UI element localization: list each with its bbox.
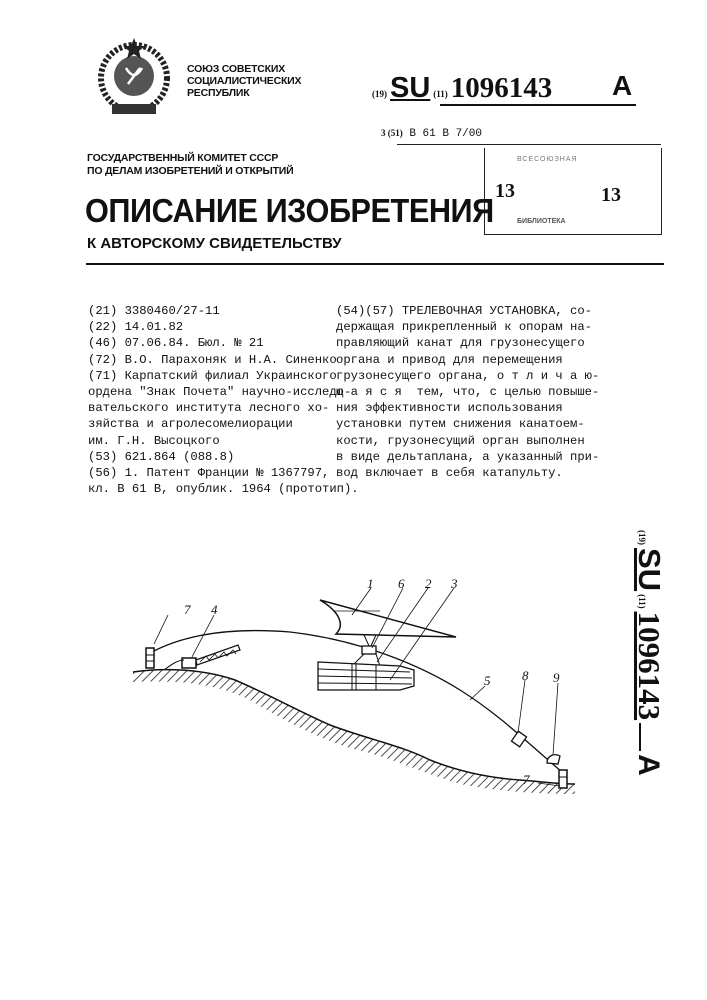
union-line: РЕСПУБЛИК <box>187 87 301 99</box>
text-line: (54)(57) ТРЕЛЕВОЧНАЯ УСТАНОВКА, со- <box>336 303 599 319</box>
text-line: (56) 1. Патент Франции № 1367797, <box>88 465 359 481</box>
text-line: (72) В.О. Парахоняк и Н.А. Синенко <box>88 352 359 368</box>
winch-9 <box>547 755 560 764</box>
figure-label-6: 6 <box>398 576 405 592</box>
text-line: в виде дельтаплана, а указанный при- <box>336 449 599 465</box>
figure-label-5: 5 <box>484 673 491 689</box>
committee-line: ПО ДЕЛАМ ИЗОБРЕТЕНИЙ И ОТКРЫТИЙ <box>87 165 294 178</box>
figure-label-7: 7 <box>184 602 191 618</box>
block-8 <box>511 731 526 747</box>
support-right <box>559 770 567 788</box>
text-line: кости, грузонесущий орган выполнен <box>336 433 599 449</box>
text-line: ния эффективности использования <box>336 400 599 416</box>
document-title: ОПИСАНИЕ ИЗОБРЕТЕНИЯ <box>85 192 494 230</box>
text-line: грузонесущего органа, о т л и ч а ю- <box>336 368 599 384</box>
ipc-code: В 61 В 7/00 <box>409 128 482 140</box>
text-line: (46) 07.06.84. Бюл. № 21 <box>88 335 359 351</box>
support-left <box>146 648 154 668</box>
text-line: ордена "Знак Почета" научно-исследо- <box>88 384 359 400</box>
ipc-prefix: 3 (51) <box>381 128 403 138</box>
text-line: (71) Карпатский филиал Украинского <box>88 368 359 384</box>
stamp-left: 13 <box>495 180 515 203</box>
country-code: SU <box>631 548 667 591</box>
figure-label-1: 1 <box>367 576 374 592</box>
hang-glider <box>320 600 456 666</box>
text-line: им. Г.Н. Высоцкого <box>88 433 359 449</box>
union-line: СОЮЗ СОВЕТСКИХ <box>187 63 301 75</box>
text-line: (21) 3380460/27-11 <box>88 303 359 319</box>
figure-label-7: 7 <box>523 772 530 788</box>
patent-number: 1096143 <box>631 612 667 721</box>
stamp-bottom: БИБЛИОТЕКА <box>517 218 566 225</box>
code-19: (19) <box>637 530 647 545</box>
text-line: (53) 621.864 (088.8) <box>88 449 359 465</box>
figure-label-9: 9 <box>553 670 560 686</box>
text-line: зяйства и агролесомелиорации <box>88 416 359 432</box>
text-line: кл. В 61 В, опублик. 1964 (прототип). <box>88 481 359 497</box>
text-line: щ а я с я тем, что, с целью повыше- <box>336 384 599 400</box>
kind-code: A <box>631 754 665 776</box>
code-19: (19) <box>372 89 387 99</box>
code-11: (11) <box>637 594 647 609</box>
text-line: (22) 14.01.82 <box>88 319 359 335</box>
catapult <box>164 645 240 670</box>
committee-line: ГОСУДАРСТВЕННЫЙ КОМИТЕТ СССР <box>87 152 294 165</box>
country-code: SU <box>390 72 430 105</box>
text-line: вательского института лесного хо- <box>88 400 359 416</box>
text-line: органа и привод для перемещения <box>336 352 599 368</box>
text-line: вод включает в себя катапульту. <box>336 465 599 481</box>
stamp-top: ВСЕСОЮЗНАЯ <box>517 156 578 163</box>
document-subtitle: К АВТОРСКОМУ СВИДЕТЕЛЬСТВУ <box>87 235 342 252</box>
stamp-right: 13 <box>601 184 621 207</box>
patent-number: 1096143 <box>451 72 553 105</box>
code-11: (11) <box>433 89 448 99</box>
guide-cable <box>152 631 562 772</box>
figure-label-8: 8 <box>522 668 529 684</box>
figure-drawing <box>0 0 707 1000</box>
kind-code: A <box>612 70 632 102</box>
text-line: правляющий канат для грузонесущего <box>336 335 599 351</box>
text-line: держащая прикрепленный к опорам на- <box>336 319 599 335</box>
text-line: установки путем снижения канатоем- <box>336 416 599 432</box>
figure-label-3: 3 <box>451 576 458 592</box>
union-line: СОЦИАЛИСТИЧЕСКИХ <box>187 75 301 87</box>
figure-label-2: 2 <box>425 576 432 592</box>
figure-label-4: 4 <box>211 602 218 618</box>
